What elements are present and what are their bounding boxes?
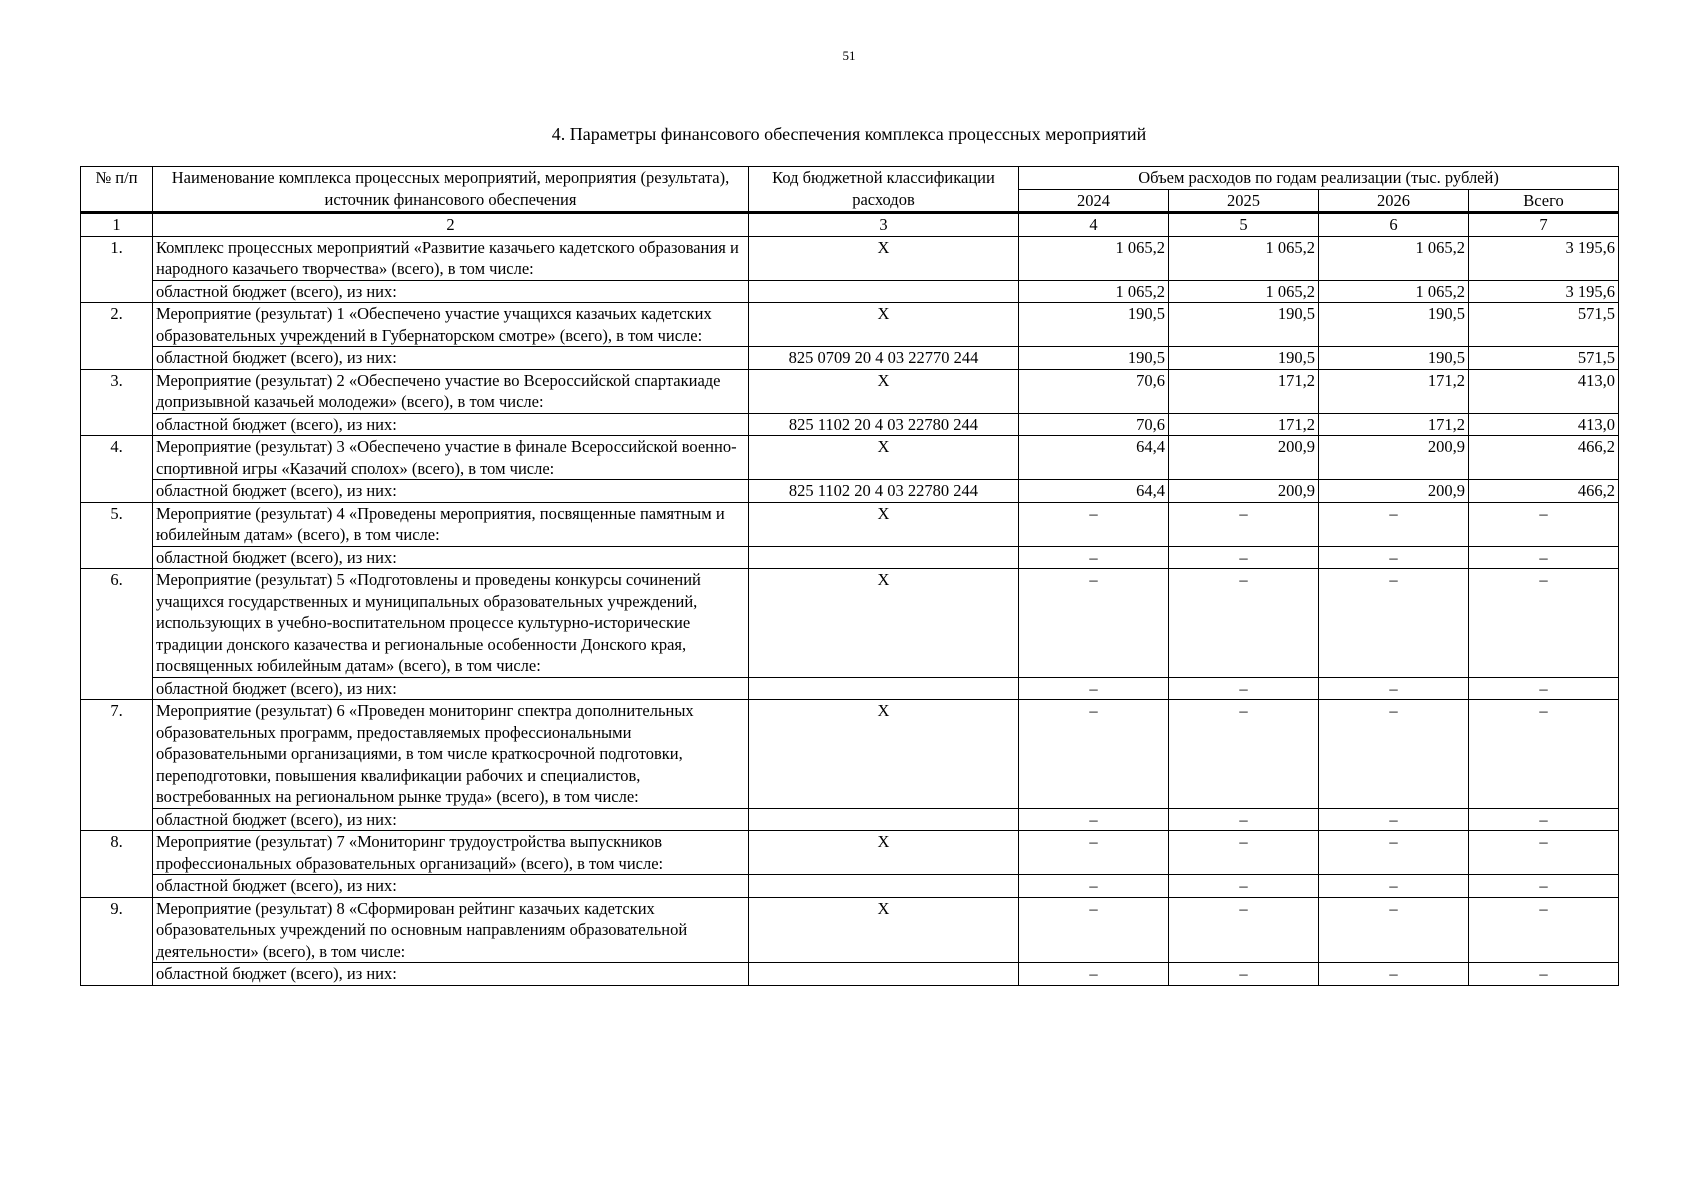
value-y2026: 200,9 [1319, 480, 1469, 503]
funding-source: областной бюджет (всего), из них: [153, 677, 749, 700]
value-y2025: 171,2 [1169, 413, 1319, 436]
table-row [81, 897, 1619, 963]
value-y2026: 190,5 [1319, 347, 1469, 370]
funding-source: областной бюджет (всего), из них: [153, 875, 749, 898]
measure-name: Мероприятие (результат) 2 «Обеспечено участие во Всероссийской спартакиаде допризывной казачьей молодежи» (всего), в том числе: [153, 369, 749, 413]
funding-source: областной бюджет (всего), из них: [153, 963, 749, 986]
measure-name: Мероприятие (результат) 3 «Обеспечено участие в финале Всероссийской военно-спортивной игры «Казачий сполох» (всего), в том числе: [153, 436, 749, 480]
value-y2026: 200,9 [1319, 436, 1469, 480]
value-total: – [1469, 831, 1619, 875]
value-y2024: 64,4 [1019, 436, 1169, 480]
measure-name: Мероприятие (результат) 7 «Мониторинг трудоустройства выпускников профессиональных образовательных организаций» (всего), в том числе: [153, 831, 749, 875]
value-y2024: 64,4 [1019, 480, 1169, 503]
value-total: – [1469, 502, 1619, 546]
value-y2026: 171,2 [1319, 413, 1469, 436]
table-subrow [81, 347, 1619, 370]
value-y2025: – [1169, 677, 1319, 700]
table-subrow [81, 413, 1619, 436]
value-y2025: 1 065,2 [1169, 236, 1319, 280]
measure-name: Мероприятие (результат) 1 «Обеспечено участие учащихся казачьих кадетских образовательных учреждений в Губернаторском смотре» (всего), в том числе: [153, 303, 749, 347]
measure-name: Мероприятие (результат) 5 «Подготовлены и проведены конкурсы сочинений учащихся государственных и муниципальных образовательных учреждений, использующих в учебно-воспитательном процессе культурно-исторические традиции донского казачества и региональные особенности Донского края, посвященных юбилейным датам» (всего), в том числе: [153, 569, 749, 678]
value-y2026: – [1319, 546, 1469, 569]
value-y2024: – [1019, 700, 1169, 809]
value-y2026: 171,2 [1319, 369, 1469, 413]
measure-name: Мероприятие (результат) 4 «Проведены мероприятия, посвященные памятным и юбилейным датам» (всего), в том числе: [153, 502, 749, 546]
value-y2025: 190,5 [1169, 347, 1319, 370]
value-y2025: – [1169, 897, 1319, 963]
budget-code [749, 546, 1019, 569]
value-y2025: – [1169, 963, 1319, 986]
budget-code: X [749, 303, 1019, 347]
table-row [81, 502, 1619, 546]
value-y2026: – [1319, 569, 1469, 678]
value-y2024: – [1019, 963, 1169, 986]
table-row [81, 236, 1619, 280]
value-y2025: – [1169, 875, 1319, 898]
table-row [81, 831, 1619, 875]
value-total: – [1469, 700, 1619, 809]
funding-source: областной бюджет (всего), из них: [153, 347, 749, 370]
value-y2026: – [1319, 875, 1469, 898]
header-volume: Объем расходов по годам реализации (тыс. рублей) [1019, 167, 1619, 190]
value-y2025: – [1169, 831, 1319, 875]
value-y2025: – [1169, 700, 1319, 809]
measure-name: Мероприятие (результат) 8 «Сформирован рейтинг казачьих кадетских образовательных учреждений по основным направлениям образовательной деятельности» (всего), в том числе: [153, 897, 749, 963]
budget-code: X [749, 700, 1019, 809]
budget-code: X [749, 502, 1019, 546]
measure-name: Мероприятие (результат) 6 «Проведен мониторинг спектра дополнительных образовательных программ, предоставляемых профессиональными образовательными организациями, в том числе краткосрочной подготовки, переподготовки, повышения квалификации рабочих и специалистов, востребованных на региональном рынке труда» (всего), в том числе: [153, 700, 749, 809]
header-code: Код бюджетной классификации расходов [749, 167, 1019, 213]
header-total: Всего [1469, 189, 1619, 213]
value-y2024: – [1019, 875, 1169, 898]
document-title: 4. Параметры финансового обеспечения комплекса процессных мероприятий [551, 124, 1147, 144]
row-number: 8. [81, 831, 153, 898]
budget-code: X [749, 369, 1019, 413]
value-total: – [1469, 569, 1619, 678]
header-year-2025: 2025 [1169, 189, 1319, 213]
value-y2024: – [1019, 502, 1169, 546]
table-subrow [81, 677, 1619, 700]
value-y2024: – [1019, 831, 1169, 875]
row-number: 9. [81, 897, 153, 985]
value-y2026: 1 065,2 [1319, 236, 1469, 280]
table-row [81, 369, 1619, 413]
value-y2024: 1 065,2 [1019, 280, 1169, 303]
row-number: 1. [81, 236, 153, 303]
value-y2024: 1 065,2 [1019, 236, 1169, 280]
value-y2024: – [1019, 677, 1169, 700]
table-row [81, 700, 1619, 809]
value-total: 466,2 [1469, 480, 1619, 503]
table-subrow [81, 280, 1619, 303]
value-y2026: – [1319, 963, 1469, 986]
table-body [81, 236, 1619, 985]
value-y2025: 200,9 [1169, 480, 1319, 503]
value-total: 571,5 [1469, 347, 1619, 370]
header-year-2024: 2024 [1019, 189, 1169, 213]
header-number: № п/п [81, 167, 153, 213]
value-total: 413,0 [1469, 369, 1619, 413]
budget-code: 825 0709 20 4 03 22770 244 [749, 347, 1019, 370]
value-y2024: 190,5 [1019, 303, 1169, 347]
column-number: 7 [1469, 213, 1619, 237]
value-y2025: 171,2 [1169, 369, 1319, 413]
budget-code [749, 280, 1019, 303]
funding-source: областной бюджет (всего), из них: [153, 480, 749, 503]
value-y2026: – [1319, 677, 1469, 700]
table-subrow [81, 808, 1619, 831]
table-row [81, 436, 1619, 480]
table-subrow [81, 480, 1619, 503]
value-y2025: 1 065,2 [1169, 280, 1319, 303]
value-y2024: – [1019, 808, 1169, 831]
column-number: 5 [1169, 213, 1319, 237]
table-subrow [81, 875, 1619, 898]
financing-table [80, 166, 1619, 986]
row-number: 7. [81, 700, 153, 831]
budget-code: X [749, 436, 1019, 480]
budget-code [749, 963, 1019, 986]
value-total: 571,5 [1469, 303, 1619, 347]
page-number: 51 [842, 48, 856, 63]
value-y2025: – [1169, 502, 1319, 546]
value-y2026: – [1319, 808, 1469, 831]
row-number: 6. [81, 569, 153, 700]
budget-code [749, 875, 1019, 898]
budget-code: X [749, 569, 1019, 678]
value-y2026: – [1319, 831, 1469, 875]
value-total: 413,0 [1469, 413, 1619, 436]
value-total: – [1469, 897, 1619, 963]
budget-code: X [749, 897, 1019, 963]
value-y2024: 70,6 [1019, 369, 1169, 413]
row-number: 4. [81, 436, 153, 503]
value-y2026: – [1319, 700, 1469, 809]
funding-source: областной бюджет (всего), из них: [153, 808, 749, 831]
row-number: 2. [81, 303, 153, 370]
value-total: – [1469, 546, 1619, 569]
value-y2026: 190,5 [1319, 303, 1469, 347]
budget-code: X [749, 236, 1019, 280]
value-y2025: – [1169, 808, 1319, 831]
funding-source: областной бюджет (всего), из них: [153, 546, 749, 569]
value-y2026: – [1319, 897, 1469, 963]
column-number: 6 [1319, 213, 1469, 237]
row-number: 5. [81, 502, 153, 569]
value-y2025: – [1169, 569, 1319, 678]
table-row [81, 303, 1619, 347]
column-number: 4 [1019, 213, 1169, 237]
column-number: 2 [153, 213, 749, 237]
value-total: – [1469, 677, 1619, 700]
value-y2024: – [1019, 897, 1169, 963]
budget-code: 825 1102 20 4 03 22780 244 [749, 413, 1019, 436]
budget-code: 825 1102 20 4 03 22780 244 [749, 480, 1019, 503]
value-y2024: 190,5 [1019, 347, 1169, 370]
value-y2025: – [1169, 546, 1319, 569]
value-y2024: 70,6 [1019, 413, 1169, 436]
table-subrow [81, 963, 1619, 986]
budget-code [749, 677, 1019, 700]
column-numbers-row [81, 213, 1619, 237]
table-row [81, 569, 1619, 678]
table-subrow [81, 546, 1619, 569]
column-number: 1 [81, 213, 153, 237]
value-total: 3 195,6 [1469, 236, 1619, 280]
column-number: 3 [749, 213, 1019, 237]
value-total: – [1469, 963, 1619, 986]
budget-code: X [749, 831, 1019, 875]
funding-source: областной бюджет (всего), из них: [153, 413, 749, 436]
value-y2024: – [1019, 546, 1169, 569]
header-year-2026: 2026 [1319, 189, 1469, 213]
measure-name: Комплекс процессных мероприятий «Развитие казачьего кадетского образования и народного казачьего творчества» (всего), в том числе: [153, 236, 749, 280]
header-name: Наименование комплекса процессных мероприятий, мероприятия (результата), источник финансового обеспечения [153, 167, 749, 213]
value-y2025: 200,9 [1169, 436, 1319, 480]
row-number: 3. [81, 369, 153, 436]
value-total: 3 195,6 [1469, 280, 1619, 303]
value-total: – [1469, 808, 1619, 831]
value-y2026: – [1319, 502, 1469, 546]
value-total: 466,2 [1469, 436, 1619, 480]
value-total: – [1469, 875, 1619, 898]
value-y2026: 1 065,2 [1319, 280, 1469, 303]
table-header [81, 167, 1619, 237]
budget-code [749, 808, 1019, 831]
funding-source: областной бюджет (всего), из них: [153, 280, 749, 303]
value-y2024: – [1019, 569, 1169, 678]
value-y2025: 190,5 [1169, 303, 1319, 347]
